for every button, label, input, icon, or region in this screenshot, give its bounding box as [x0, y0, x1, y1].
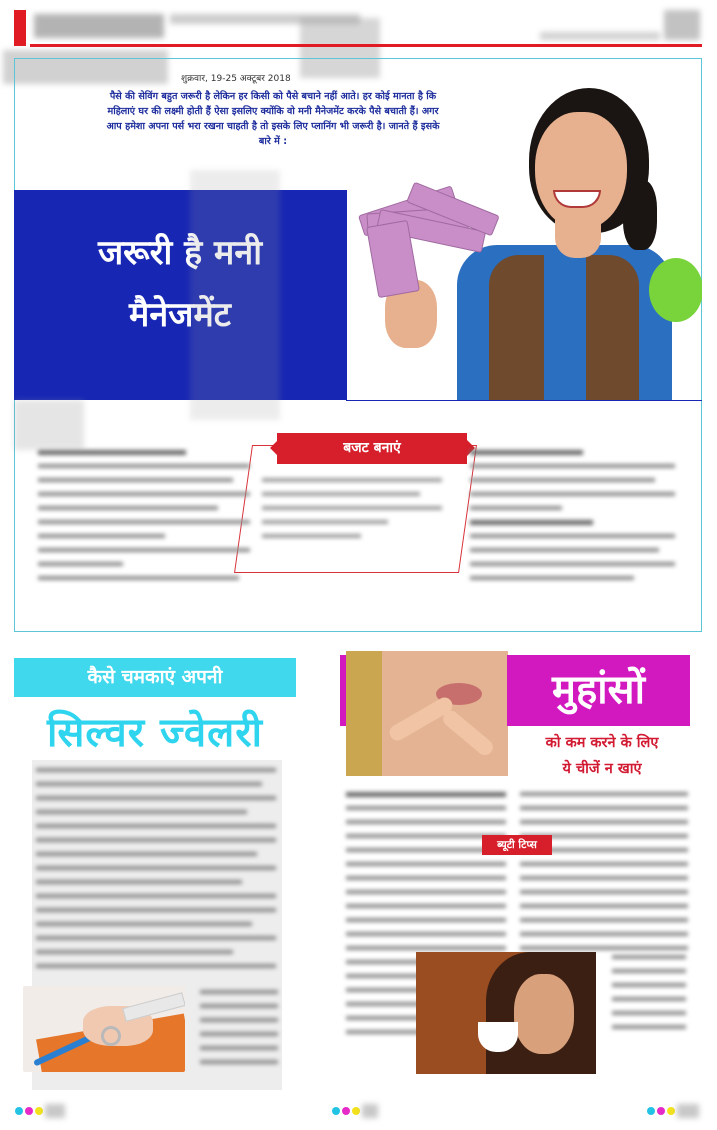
fingers	[440, 708, 496, 759]
money-title-line2: मैनेजमेंट	[129, 295, 231, 335]
silver-article-body-tail	[200, 990, 278, 1074]
money-title-line1: जरूरी है मनी	[97, 233, 263, 273]
pimple-subtitle-line1: को कम करने के लिए	[545, 735, 659, 751]
pimple-article-body-col2	[520, 792, 688, 960]
face	[514, 974, 574, 1054]
issue-date: शुक्रवार, 19-25 अक्टूबर 2018	[181, 74, 291, 84]
silver-article-kicker: कैसे चमकाएं अपनी	[14, 658, 296, 697]
money-article-intro: पैसे की सेविंग बहुत जरूरी है लेकिन हर किसी को पैसे बचाने नहीं आते। हर कोई मानता है कि महिलाएं घर की लक्ष्मी होती हैं ऐसा इसलिए क्योंकि वो मनी मैनेजमेंट करके पैसे बचाती हैं। अगर आप हमेशा अपना पर्स भरा रखना चाहती है तो इसके लिए प्लानिंग भी जरूरी है। जानते हैं इसके बारे में :	[106, 91, 440, 147]
masthead-blurred-text	[540, 32, 660, 40]
budget-banner: बजट बनाएं	[277, 433, 467, 464]
money-article-title	[24, 222, 336, 346]
masthead-rule	[30, 44, 702, 47]
woman-neck	[555, 220, 601, 258]
coffee-drinking-photo	[416, 952, 596, 1074]
pimple-subtitle-line2: ये चीजें न खाएं	[562, 761, 642, 777]
money-body-col1	[38, 450, 250, 590]
woman-neckline	[544, 255, 586, 400]
masthead-blurred-text	[34, 14, 164, 38]
ghost-bleed-through	[190, 170, 280, 420]
registration-dot-magenta	[25, 1107, 33, 1115]
registration-dot-yellow	[35, 1107, 43, 1115]
registration-dot-yellow	[352, 1107, 360, 1115]
registration-dot-cyan	[647, 1107, 655, 1115]
silver-article-body	[36, 768, 276, 978]
pimple-face-photo	[346, 651, 508, 776]
woman-hair-bun	[623, 180, 657, 250]
registration-dot-cyan	[15, 1107, 23, 1115]
ghost-bleed-through	[14, 400, 84, 450]
registration-block	[677, 1104, 699, 1118]
registration-block	[45, 1104, 65, 1118]
banner-notch-left	[270, 440, 278, 456]
registration-dot-cyan	[332, 1107, 340, 1115]
silver-article-title: सिल्वर ज्वेलरी	[47, 710, 263, 756]
beauty-tips-tag: ब्यूटी टिप्स	[482, 835, 552, 855]
pimple-article-title: मुहांसों	[507, 655, 690, 726]
piggy-bank	[649, 258, 702, 322]
money-photo	[347, 70, 702, 400]
registration-dot-yellow	[667, 1107, 675, 1115]
silver-cleaning-photo	[23, 986, 185, 1072]
registration-block	[362, 1104, 378, 1118]
hair	[346, 651, 382, 776]
pimple-article-subtitle	[510, 730, 694, 782]
money-body-col2	[262, 478, 442, 548]
pimple-article-body-col3	[612, 955, 686, 1039]
ring	[101, 1026, 121, 1046]
masthead-red-mark	[14, 10, 26, 46]
woman-face	[535, 112, 627, 230]
registration-dot-magenta	[657, 1107, 665, 1115]
money-body-col3	[470, 450, 675, 590]
registration-dot-magenta	[342, 1107, 350, 1115]
page-number-blurred	[664, 10, 700, 40]
